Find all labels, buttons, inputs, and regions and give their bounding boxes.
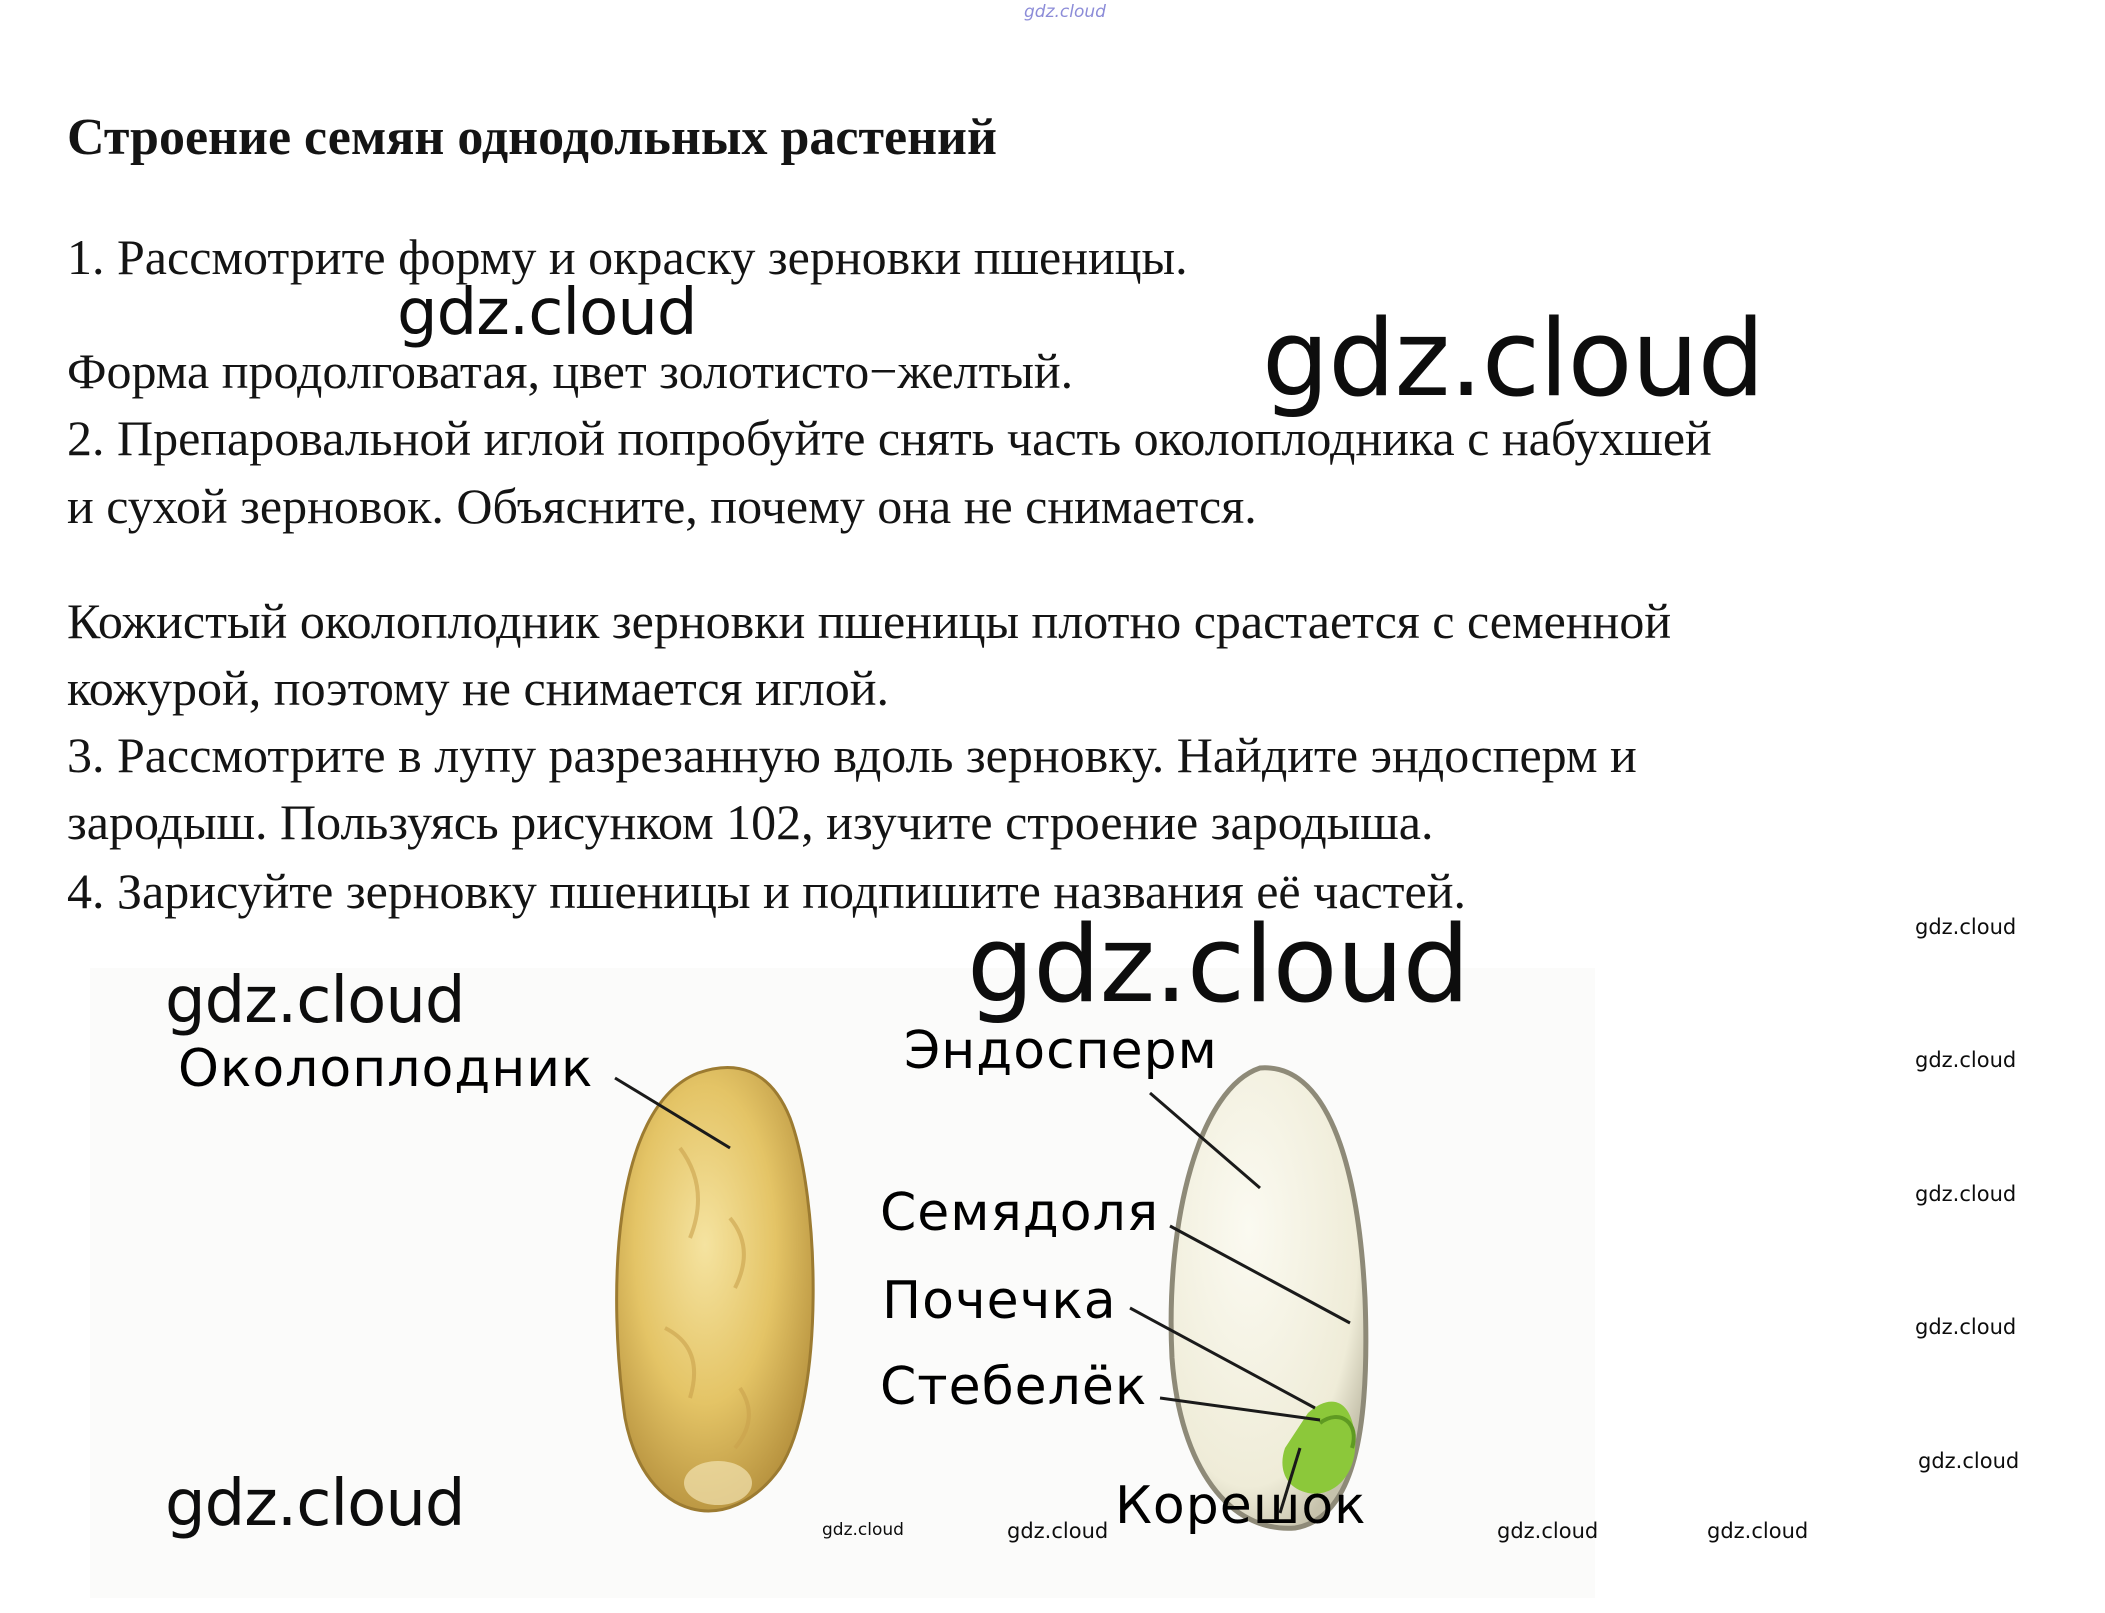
label-cotyledon: Семядоля [880, 1183, 1160, 1243]
label-bud: Почечка [882, 1271, 1117, 1331]
watermark: gdz.cloud [1007, 1519, 1109, 1543]
label-pericarp: Околоплодник [178, 1039, 594, 1099]
watermark: gdz.cloud [1497, 1519, 1599, 1543]
watermark: gdz.cloud [1918, 1449, 2020, 1473]
watermark: gdz.cloud [1915, 1182, 2017, 1206]
answer-2-text-line-2: кожурой, поэтому не снимается иглой. [67, 660, 889, 716]
watermark: gdz.cloud [397, 276, 697, 350]
watermark: gdz.cloud [165, 1467, 465, 1541]
answer-1-text: Форма продолговатая, цвет золотисто−желтый. [67, 343, 1074, 399]
task-4-text: 4. Зарисуйте зерновку пшеницы и подпишите названия её частей. [67, 863, 1466, 919]
whole-grain [617, 1067, 814, 1510]
watermark: gdz.cloud [1707, 1519, 1809, 1543]
watermark: gdz.cloud [1262, 297, 1764, 420]
task-3-text-line-2: зародыш. Пользуясь рисунком 102, изучите строение зародыша. [67, 794, 1434, 850]
task-2-text-line-1: 2. Препаровальной иглой попробуйте снять часть околоплодника с набухшей [67, 410, 1712, 466]
watermark: gdz.cloud [822, 1520, 904, 1540]
label-stem: Стебелёк [880, 1357, 1148, 1417]
label-endosperm: Эндосперм [904, 1021, 1218, 1081]
answer-2-text-line-1: Кожистый околоплодник зерновки пшеницы плотно срастается с семенной [67, 593, 1672, 649]
watermark: gdz.cloud [967, 903, 1469, 1026]
watermark: gdz.cloud [165, 964, 465, 1038]
watermark-top: gdz.cloud [1024, 2, 1106, 22]
task-3-text-line-1: 3. Рассмотрите в лупу разрезанную вдоль зерновку. Найдите эндосперм и [67, 727, 1637, 783]
task-1-text: 1. Рассмотрите форму и окраску зерновки пшеницы. [67, 229, 1188, 285]
task-2-text-line-2: и сухой зерновок. Объясните, почему она не снимается. [67, 478, 1257, 534]
page-title: Строение семян однодольных растений [67, 109, 997, 166]
watermark: gdz.cloud [1915, 1048, 2017, 1072]
watermark: gdz.cloud [1915, 915, 2017, 939]
label-root: Корешок [1115, 1476, 1367, 1536]
watermark: gdz.cloud [1915, 1315, 2017, 1339]
